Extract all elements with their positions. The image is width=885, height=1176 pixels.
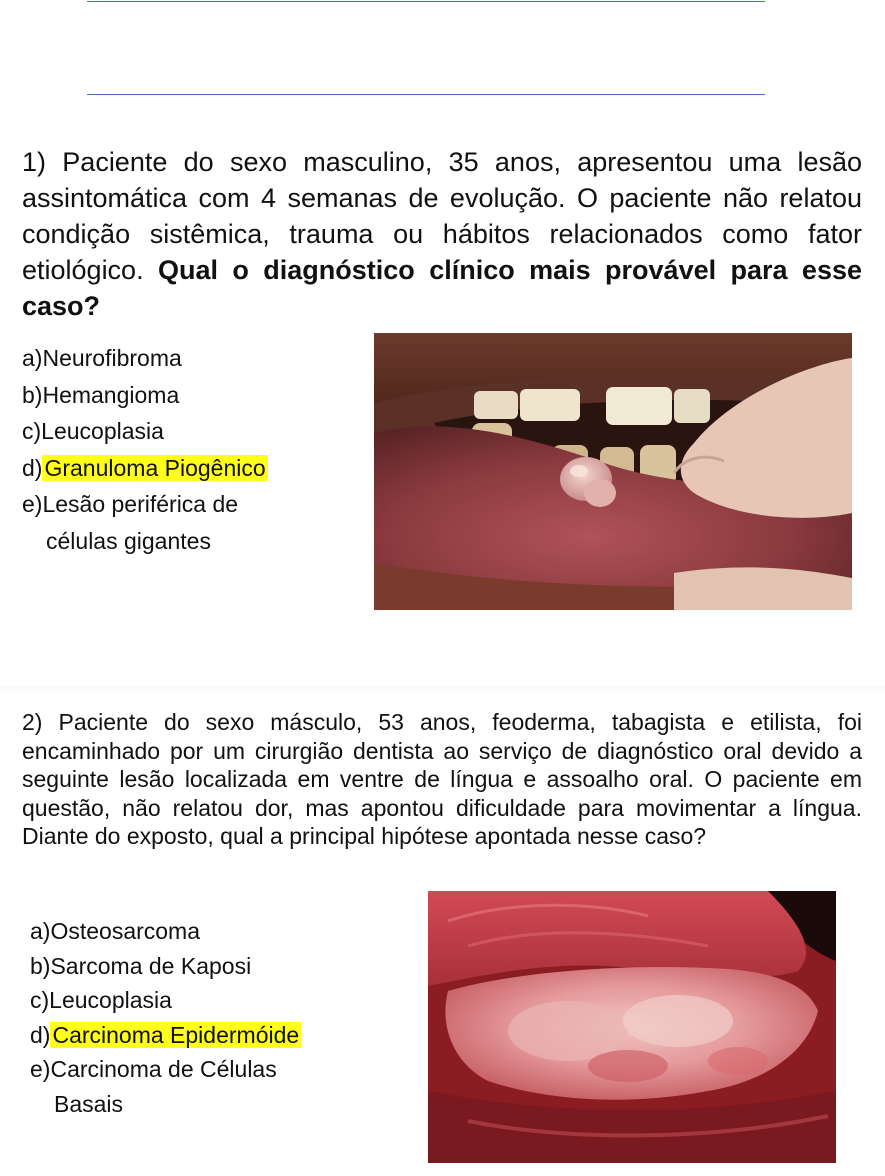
option-label: Lesão periférica de xyxy=(42,491,239,517)
q2-option-c[interactable]: c)Leucoplasia xyxy=(30,987,172,1013)
option-label-highlighted: Granuloma Piogênico xyxy=(44,454,266,481)
q2-option-e[interactable]: e)Carcinoma de Células Basais xyxy=(30,1052,301,1121)
question-1-prompt: Qual o diagnóstico clínico mais provável para esse caso? xyxy=(22,255,862,321)
question-2-text: 2) Paciente do sexo másculo, 53 anos, feoderma, tabagista e etilista, foi encaminhado por um cirurgião dentista ao serviço de diagnóstico oral devido a seguinte lesão localizada em ventre de língua e assoalho oral. O paciente em questão, não relatou dor, mas apontou dificuldade para movimentar a língua. Diante do exposto, qual a principal hipótese apontada nesse caso? xyxy=(22,709,862,849)
q2-option-d[interactable]: d)Carcinoma Epidermóide xyxy=(30,1021,300,1048)
section-divider xyxy=(0,686,885,696)
option-label-continuation: Basais xyxy=(54,1090,124,1117)
question-1-text xyxy=(22,144,862,324)
header-rule-top xyxy=(87,1,765,2)
tongue-lesion-photo xyxy=(428,891,836,1163)
q1-option-c[interactable]: c)Leucoplasia xyxy=(22,418,164,444)
q2-option-a[interactable]: a)Osteosarcoma xyxy=(30,918,201,944)
option-label: Leucoplasia xyxy=(49,987,172,1013)
option-label: Carcinoma de Células xyxy=(50,1056,277,1082)
option-label: Hemangioma xyxy=(42,381,180,408)
q2-option-b[interactable]: b)Sarcoma de Kaposi xyxy=(30,952,252,979)
option-label: Sarcoma de Kaposi xyxy=(50,952,252,979)
header-rule-bottom xyxy=(87,94,765,95)
option-label: Leucoplasia xyxy=(41,418,164,444)
q1-option-b[interactable]: b)Hemangioma xyxy=(22,381,180,408)
q1-option-a[interactable]: a)Neurofibroma xyxy=(22,345,182,371)
option-label-continuation: células gigantes xyxy=(46,527,211,554)
question-1-body: 1) Paciente do sexo masculino, 35 anos, apresentou uma lesão assintomática com 4 semanas de evolução. O paciente não relatou condição sistêmica, trauma ou hábitos relacionados como fator etiológico. xyxy=(22,147,862,285)
question-1-options xyxy=(22,340,268,559)
option-label: Osteosarcoma xyxy=(50,918,201,944)
lip-lesion-photo xyxy=(374,333,852,610)
q1-option-e[interactable]: e)Lesão periférica de células gigantes xyxy=(22,486,268,559)
option-label-highlighted: Carcinoma Epidermóide xyxy=(52,1021,300,1048)
question-2-options xyxy=(30,914,301,1121)
q1-option-d[interactable]: d)Granuloma Piogênico xyxy=(22,454,266,481)
option-label: Neurofibroma xyxy=(42,345,182,371)
